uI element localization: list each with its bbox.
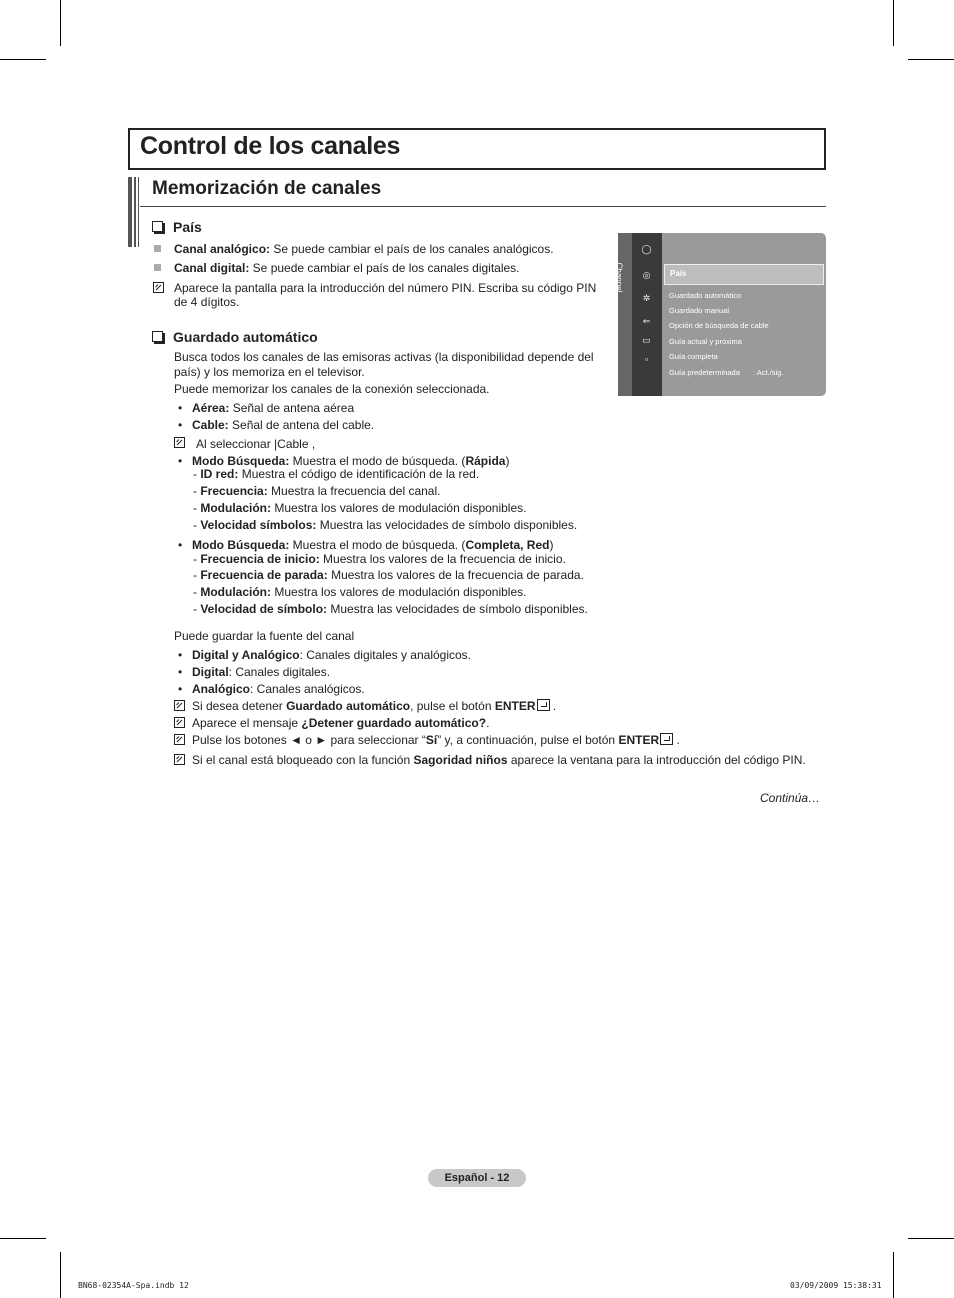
crop-mark bbox=[893, 0, 894, 46]
sub-item: - Velocidad símbolos: Muestra las velocidades de símbolo disponibles. bbox=[193, 518, 578, 532]
crop-mark bbox=[0, 1238, 46, 1239]
print-info-left: BN68-02354A-Spa.indb 12 bbox=[78, 1281, 189, 1290]
checkbox-icon bbox=[152, 331, 163, 342]
enter-icon bbox=[537, 699, 550, 711]
section-title: Memorización de canales bbox=[152, 178, 382, 199]
list-item: Canal digital: Se puede cambiar el país de los canales digitales. bbox=[174, 261, 520, 275]
note-icon bbox=[174, 700, 185, 711]
note-text: Pulse los botones ◄ o ► para seleccionar “Sí” y, a continuación, pulse el botón ENTER . bbox=[192, 733, 680, 747]
note-text: Aparece el mensaje ¿Detener guardado automático?. bbox=[192, 716, 490, 730]
menu-icon-column bbox=[632, 233, 662, 396]
list-item: Modo Búsqueda: Muestra el modo de búsqueda. (Completa, Red) bbox=[192, 538, 554, 552]
square-bullet-icon bbox=[154, 245, 161, 252]
list-item: Digital y Analógico: Canales digitales y analógicos. bbox=[192, 648, 472, 662]
bullet-icon: • bbox=[178, 538, 183, 552]
channel-icon: ◎ bbox=[642, 270, 651, 280]
list-item: Canal analógico: Se puede cambiar el país de los canales analógicos. bbox=[174, 242, 554, 256]
sub-item: - Velocidad de símbolo: Muestra las velocidades de símbolo disponibles. bbox=[193, 602, 588, 616]
crop-mark bbox=[908, 59, 954, 60]
crop-mark bbox=[893, 1252, 894, 1298]
print-info-right: 03/09/2009 15:38:31 bbox=[790, 1281, 882, 1290]
crop-mark bbox=[60, 0, 61, 46]
sub-item: - ID red: Muestra el código de identificación de la red. bbox=[193, 467, 480, 481]
note-icon bbox=[174, 717, 185, 728]
note-text: de 4 dígitos. bbox=[174, 295, 240, 309]
sub-item: - Frecuencia de inicio: Muestra los valores de la frecuencia de inicio. bbox=[193, 552, 566, 566]
list-item: Cable: Señal de antena del cable. bbox=[192, 418, 375, 432]
square-bullet-icon bbox=[154, 264, 161, 271]
paragraph: Busca todos los canales de las emisoras activas (la disponibilidad depende del bbox=[174, 350, 594, 364]
menu-item-value: : Act./sig. bbox=[753, 368, 784, 377]
section-marker bbox=[128, 177, 140, 247]
support-icon: ▫ bbox=[644, 354, 649, 364]
menu-item: Opción de búsqueda de cable bbox=[669, 321, 769, 330]
gear-icon: ✲ bbox=[642, 293, 651, 303]
bullet-icon: • bbox=[178, 454, 183, 468]
page-title-box bbox=[128, 128, 826, 170]
divider bbox=[140, 206, 826, 207]
pais-heading: País bbox=[152, 219, 202, 235]
page-title: Control de los canales bbox=[140, 132, 401, 160]
menu-item-pais: País bbox=[664, 264, 824, 285]
list-item: Digital: Canales digitales. bbox=[192, 665, 331, 679]
page-number: Español - 12 bbox=[428, 1169, 526, 1187]
application-icon: ▭ bbox=[642, 335, 651, 345]
note-icon bbox=[174, 734, 185, 745]
note-text: Si desea detener Guardado automático, pulse el botón ENTER . bbox=[192, 699, 557, 713]
list-item: Modo Búsqueda: Muestra el modo de búsqueda. (Rápida) bbox=[192, 454, 510, 468]
note-icon bbox=[174, 437, 185, 448]
menu-item: Guía actual y próxima bbox=[669, 337, 742, 346]
tv-channel-menu bbox=[614, 233, 826, 396]
menu-side-strip bbox=[618, 233, 632, 396]
sub-item: - Modulación: Muestra los valores de modulación disponibles. bbox=[193, 585, 527, 599]
note-icon bbox=[174, 754, 185, 765]
bullet-icon: • bbox=[178, 665, 183, 679]
guardado-heading: Guardado automático bbox=[152, 329, 318, 345]
sub-item: - Frecuencia de parada: Muestra los valores de la frecuencia de parada. bbox=[193, 568, 584, 582]
note-icon bbox=[153, 282, 164, 293]
menu-vertical-label: Channel bbox=[614, 262, 624, 293]
menu-item: Guardado manual bbox=[669, 306, 730, 315]
sub-item: - Frecuencia: Muestra la frecuencia del canal. bbox=[193, 484, 441, 498]
bullet-icon: • bbox=[178, 418, 183, 432]
crop-mark bbox=[0, 59, 46, 60]
bullet-icon: • bbox=[178, 682, 183, 696]
checkbox-icon bbox=[152, 221, 163, 232]
paragraph: país) y los memoriza en el televisor. bbox=[174, 365, 365, 379]
list-item: Analógico: Canales analógicos. bbox=[192, 682, 365, 696]
sub-item: - Modulación: Muestra los valores de modulación disponibles. bbox=[193, 501, 527, 515]
menu-item: Guía predeterminada bbox=[669, 368, 740, 377]
crop-mark bbox=[60, 1252, 61, 1298]
note-text: Al seleccionar |Cable , bbox=[196, 437, 316, 451]
input-icon: ⇐ bbox=[642, 316, 651, 326]
menu-item: Guardado automático bbox=[669, 291, 742, 300]
list-item: Aérea: Señal de antena aérea bbox=[192, 401, 355, 415]
menu-item: Guía completa bbox=[669, 352, 718, 361]
picture-icon: ◯ bbox=[641, 244, 652, 254]
paragraph: Puede memorizar los canales de la conexión seleccionada. bbox=[174, 382, 490, 396]
bullet-icon: • bbox=[178, 648, 183, 662]
note-text: Si el canal está bloqueado con la función Sagoridad niños aparece la ventana para la introducción del código PIN. bbox=[192, 753, 806, 767]
continua-text: Continúa… bbox=[760, 791, 821, 805]
paragraph: Puede guardar la fuente del canal bbox=[174, 629, 355, 643]
enter-icon bbox=[660, 733, 673, 745]
note-text: Aparece la pantalla para la introducción del número PIN. Escriba su código PIN bbox=[174, 281, 597, 295]
bullet-icon: • bbox=[178, 401, 183, 415]
crop-mark bbox=[908, 1238, 954, 1239]
